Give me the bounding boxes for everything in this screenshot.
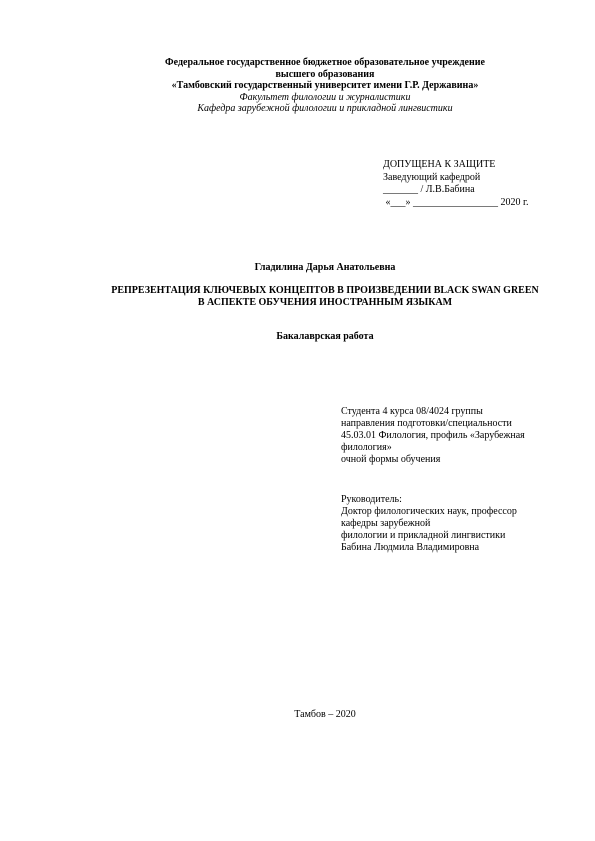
thesis-title-line-1: РЕПРЕЗЕНТАЦИЯ КЛЮЧЕВЫХ КОНЦЕПТОВ В ПРОИЗВЕДЕНИИ BLACK SWAN GREEN bbox=[111, 285, 539, 296]
student-line-1: Студента 4 курса 08/4024 группы bbox=[341, 406, 483, 417]
approval-block bbox=[383, 159, 528, 209]
supervisor-department-1: кафедры зарубежной bbox=[341, 518, 431, 529]
institution-header bbox=[0, 57, 595, 115]
supervisor-label: Руководитель: bbox=[341, 494, 402, 505]
student-line-4: филология» bbox=[341, 442, 392, 453]
supervisor-info bbox=[341, 494, 556, 554]
approval-date: «___» _________________ 2020 г. bbox=[383, 196, 529, 208]
work-type: Бакалаврская работа bbox=[276, 331, 374, 342]
city-year: Тамбов – 2020 bbox=[294, 709, 356, 720]
student-info bbox=[341, 406, 556, 466]
department-name: Кафедра зарубежной филологии и прикладной лингвистики bbox=[197, 103, 453, 114]
author-name: Гладилина Дарья Анатольевна bbox=[254, 262, 396, 273]
thesis-title-line-2: В АСПЕКТЕ ОБУЧЕНИЯ ИНОСТРАННЫМ ЯЗЫКАМ bbox=[197, 296, 453, 308]
university-name: «Тамбовский государственный университет имени Г.Р. Державина» bbox=[171, 80, 479, 91]
thesis-title bbox=[0, 285, 595, 308]
approval-role: Заведующий кафедрой bbox=[383, 171, 481, 183]
supervisor-degree: Доктор филологических наук, профессор bbox=[341, 506, 517, 517]
faculty-name: Факультет филологии и журналистики bbox=[239, 91, 411, 103]
supervisor-department-2: филологии и прикладной лингвистики bbox=[341, 530, 506, 541]
supervisor-name: Бабина Людмила Владимировна bbox=[341, 542, 480, 553]
approval-heading: ДОПУЩЕНА К ЗАЩИТЕ bbox=[383, 159, 496, 170]
approval-signature: _______ / Л.В.Бабина bbox=[383, 184, 475, 195]
student-line-3: 45.03.01 Филология, профиль «Зарубежная bbox=[341, 430, 525, 441]
student-line-2: направления подготовки/специальности bbox=[341, 418, 512, 429]
student-line-5: очной формы обучения bbox=[341, 454, 441, 465]
header-line-1: Федеральное государственное бюджетное образовательное учреждение bbox=[165, 57, 485, 68]
header-line-2: высшего образования bbox=[275, 68, 375, 80]
